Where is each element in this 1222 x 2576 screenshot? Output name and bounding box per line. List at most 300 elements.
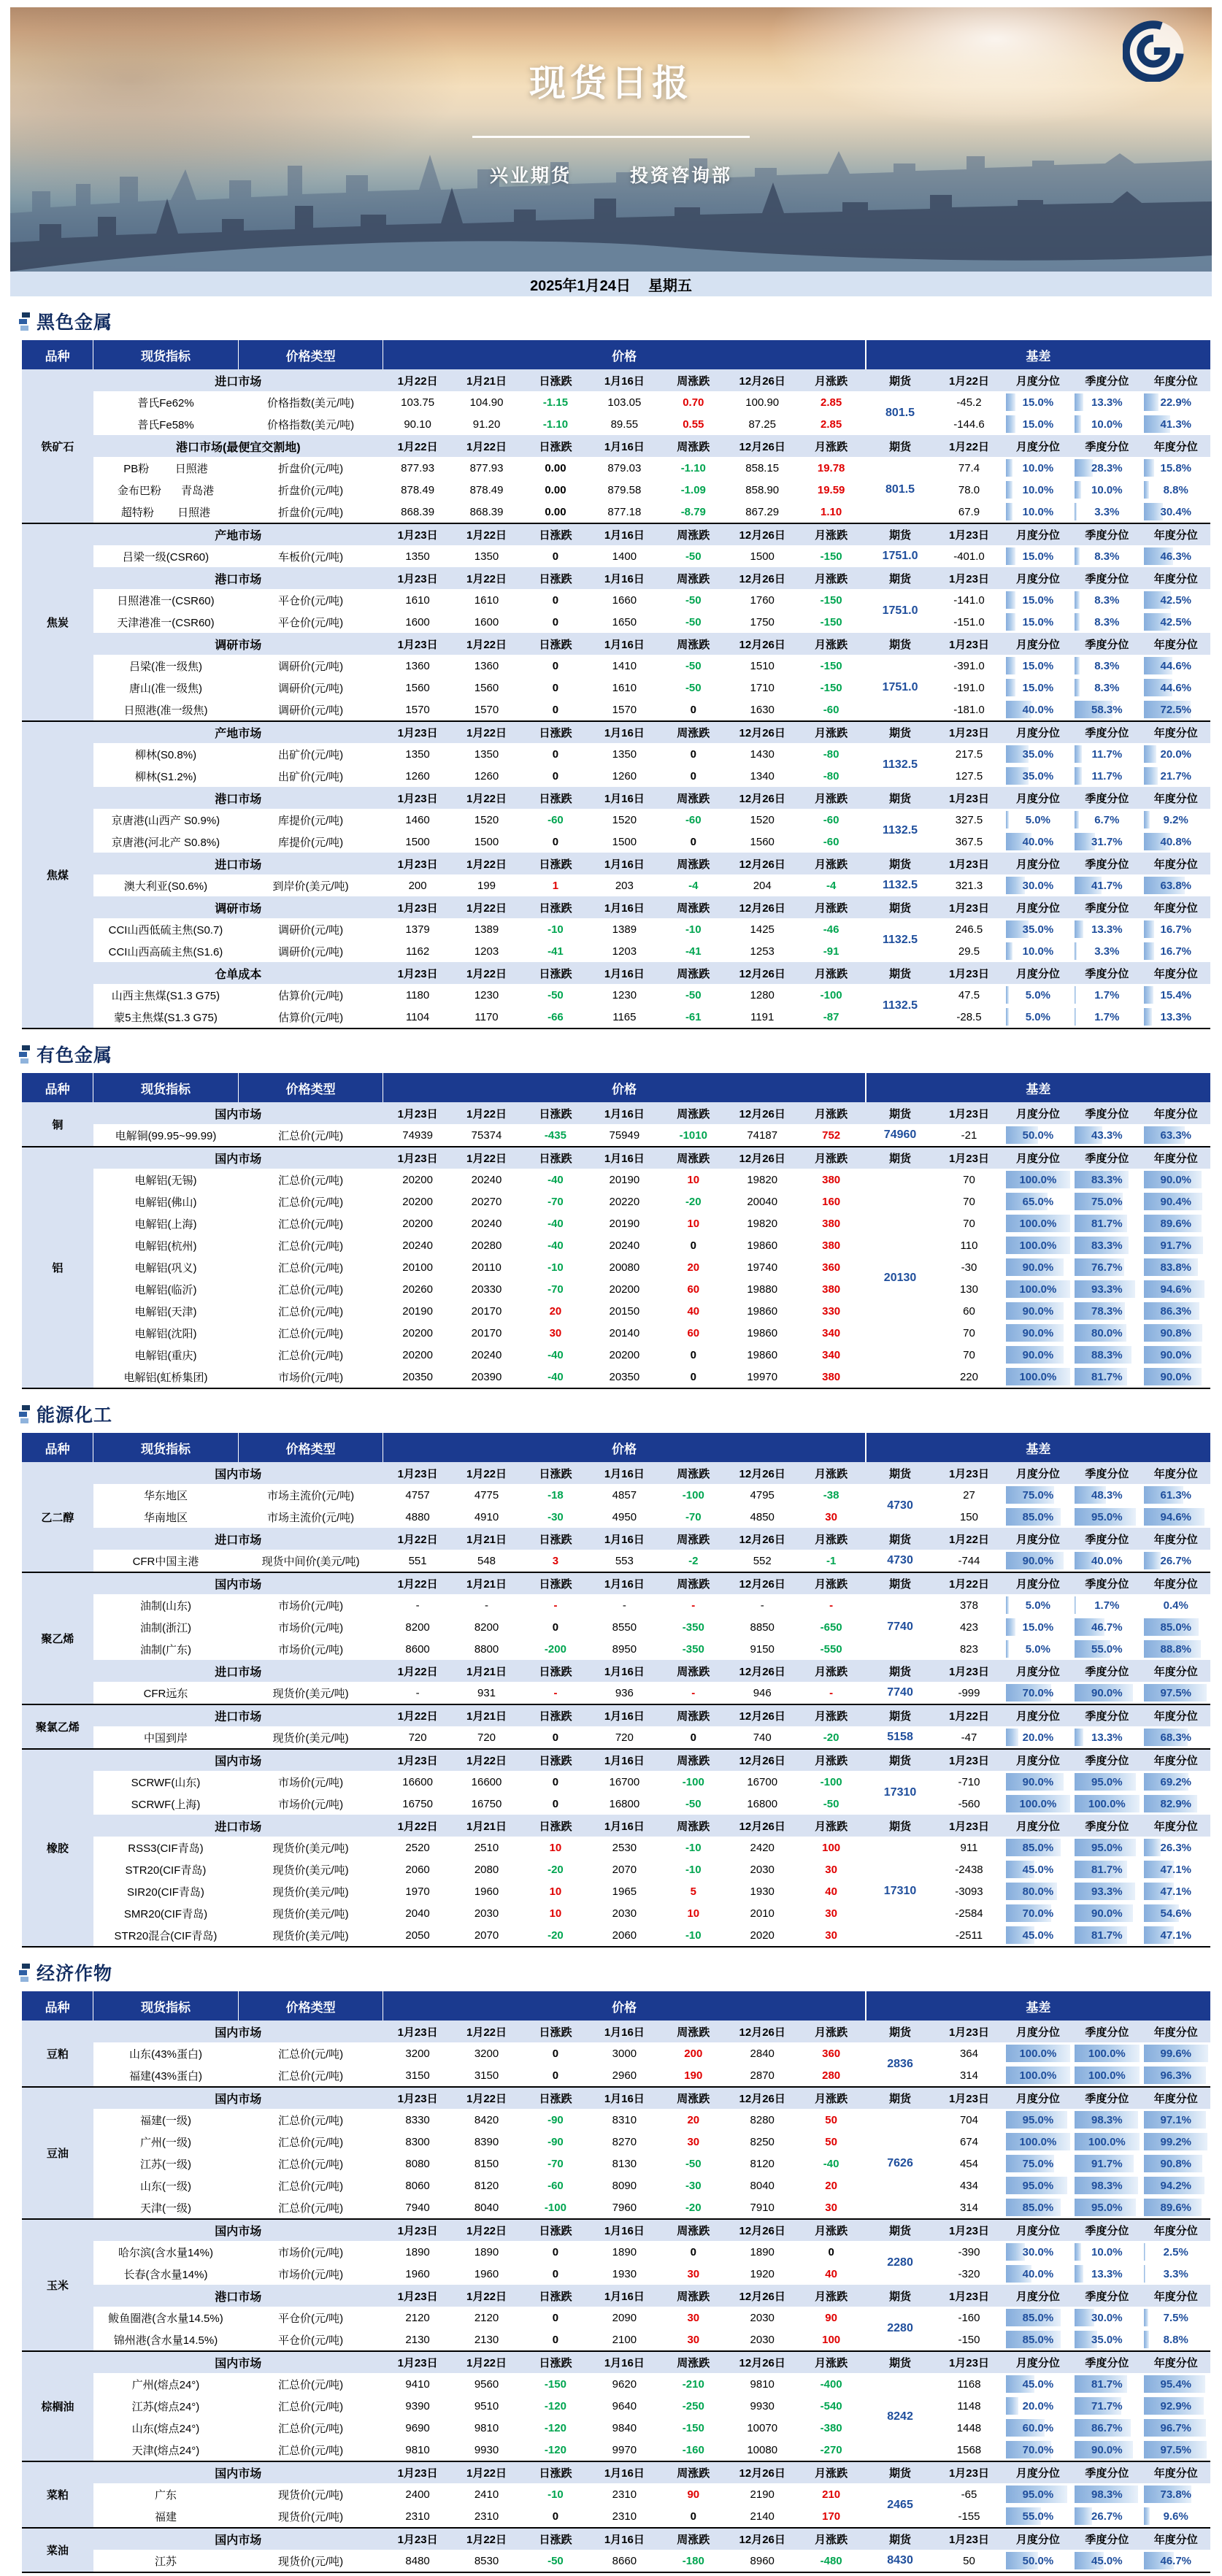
change-cell: 0 [521,765,590,787]
variety-cell: 菜粕 [22,2461,93,2528]
price-type-cell: 车板价(元/吨) [238,545,383,567]
price-type-cell: 汇总价(元/吨) [238,2109,383,2131]
subheader-label: 1月22日 [452,853,520,874]
percentile-cell [1142,1344,1210,1366]
percentile-value: 15.0% [1006,547,1070,565]
variety-group [22,2461,1210,2528]
subheader-label: 期货 [866,523,934,545]
price-cell: 3000 [590,2042,658,2064]
change-cell: 19.59 [796,479,865,501]
percentile-cell [1142,479,1210,501]
price-cell: 19970 [728,1366,796,1388]
price-cell: 90.10 [383,413,452,435]
percentile-value: 1.7% [1075,986,1139,1004]
percentile-cell [1004,1880,1072,1902]
percentile-value: 5.0% [1006,986,1070,1004]
percentile-cell [1072,1322,1141,1344]
variety-cell: 菜油 [22,2528,93,2572]
change-cell: 0 [659,1344,728,1366]
price-cell: 1890 [590,2241,658,2263]
percentile-cell [1142,2439,1210,2461]
change-cell: 50 [796,2109,865,2131]
change-cell: -41 [521,940,590,962]
price-cell: 9970 [590,2439,658,2461]
section [22,1401,1210,1948]
percentile-value: 30.0% [1006,2243,1070,2261]
basis-cell: 1568 [934,2439,1003,2461]
subheader-label: 12月26日 [728,2285,796,2307]
price-cell: 553 [590,1550,658,1572]
percentile-cell [1142,611,1210,633]
subheader-label: 年度分位 [1142,369,1210,391]
subheader-label: 月涨跌 [796,1660,865,1682]
subheader-label: 1月23日 [934,896,1003,918]
subheader-label: 年度分位 [1142,787,1210,809]
price-cell: 19880 [728,1278,796,1300]
table-row [22,831,1210,853]
indicator-cell: 天津(一级) [93,2196,239,2219]
price-cell: 8270 [590,2131,658,2153]
indicator-cell: 日照港准一(CSR60) [93,589,239,611]
subheader-label: 周涨跌 [659,2087,728,2109]
change-cell: -50 [659,2153,728,2175]
percentile-value: 30.4% [1144,503,1208,520]
price-cell: 2960 [590,2064,658,2087]
market-subheader: 国内市场 [93,2219,383,2241]
price-cell: 1710 [728,677,796,699]
percentile-value: 15.8% [1144,459,1208,477]
subheader-label: 周涨跌 [659,1660,728,1682]
subheader-label: 月度分位 [1004,633,1072,655]
price-type-cell: 汇总价(元/吨) [238,2175,383,2196]
price-cell: 20040 [728,1191,796,1212]
subheader-label: 1月22日 [452,1147,520,1169]
subheader-label: 1月16日 [590,2351,658,2373]
futures-cell: 1751.0 [866,545,934,567]
percentile-cell [1004,1616,1072,1638]
table-row [22,655,1210,677]
change-cell: - [796,1594,865,1616]
subheader-label: 1月23日 [383,2219,452,2241]
percentile-cell [1004,589,1072,611]
price-cell: 9640 [590,2395,658,2417]
table-row [22,1550,1210,1572]
change-cell: -180 [659,2550,728,2572]
variety-group [22,523,1210,721]
table-row [22,1191,1210,1212]
subheader-label: 周涨跌 [659,2351,728,2373]
subheader-label: 季度分位 [1072,633,1141,655]
percentile-cell [1004,2395,1072,2417]
price-cell: - [590,1594,658,1616]
percentile-cell [1072,1837,1141,1858]
price-cell: 20190 [590,1169,658,1191]
percentile-cell [1142,743,1210,765]
subheader-label: 12月26日 [728,2528,796,2550]
percentile-cell [1142,1771,1210,1793]
price-cell: 103.75 [383,391,452,413]
price-cell: 3200 [383,2042,452,2064]
subheader-label: 1月22日 [934,1704,1003,1726]
section [22,1041,1210,1389]
subheader-label: 季度分位 [1072,787,1141,809]
price-cell: 878.49 [452,479,520,501]
variety-group [22,721,1210,1029]
subheader-label: 周涨跌 [659,1749,728,1771]
change-cell: 380 [796,1212,865,1234]
subheader-label: 季度分位 [1072,962,1141,984]
price-cell: 868.39 [383,501,452,523]
market-subheader: 调研市场 [93,633,383,655]
percentile-value: 70.0% [1006,1684,1070,1702]
price-cell: 1340 [728,765,796,787]
percentile-cell [1072,1902,1141,1924]
percentile-cell [1142,1366,1210,1388]
subheader-label: 月涨跌 [796,2528,865,2550]
price-cell: 1660 [590,589,658,611]
market-subheader: 进口市场 [93,1660,383,1682]
change-cell: -40 [521,1169,590,1191]
percentile-value: 5.0% [1006,1008,1070,1026]
price-cell: 877.18 [590,501,658,523]
company-name: 兴业期货 [490,161,572,188]
subheader-row [22,2021,1210,2042]
subheader-label: 年度分位 [1142,1815,1210,1837]
subheader-label: 1月16日 [590,2219,658,2241]
price-type-cell: 库提价(元/吨) [238,831,383,853]
price-cell: 1350 [383,545,452,567]
change-cell: 360 [796,2042,865,2064]
subheader-label: 年度分位 [1142,1749,1210,1771]
price-type-cell: 现货价(元/吨) [238,2550,383,2572]
percentile-value: 90.0% [1006,1302,1070,1320]
price-type-cell: 市场价(元/吨) [238,1771,383,1793]
change-cell: 10 [659,1212,728,1234]
table-row [22,1234,1210,1256]
change-cell: 380 [796,1169,865,1191]
subheader-label: 1月16日 [590,369,658,391]
percentile-cell [1142,2373,1210,2395]
percentile-value: 10.0% [1006,481,1070,499]
variety-cell: 橡胶 [22,1749,93,1947]
table-row [22,2483,1210,2505]
price-cell: 9810 [728,2373,796,2395]
subheader-label: 12月26日 [728,2087,796,2109]
percentile-value: 7.5% [1144,2309,1208,2326]
basis-cell: 367.5 [934,831,1003,853]
percentile-cell [1072,1484,1141,1506]
percentile-cell [1072,655,1141,677]
subheader-label: 月度分位 [1004,2285,1072,2307]
change-cell: 0 [521,611,590,633]
variety-cell: 棕榈油 [22,2351,93,2461]
subheader-label: 季度分位 [1072,2087,1141,2109]
price-type-cell: 市场价(元/吨) [238,1366,383,1388]
subheader-label: 日涨跌 [521,1528,590,1550]
percentile-cell [1004,2417,1072,2439]
percentile-cell [1072,2417,1141,2439]
subheader-label: 日涨跌 [521,2351,590,2373]
subheader-label: 1月23日 [383,633,452,655]
basis-cell: 220 [934,1366,1003,1388]
market-subheader: 进口市场 [93,1528,383,1550]
price-cell: 4795 [728,1484,796,1506]
price-cell: 2060 [590,1924,658,1947]
subheader-label: 月涨跌 [796,896,865,918]
subheader-label: 期货 [866,1528,934,1550]
basis-cell: 314 [934,2064,1003,2087]
price-cell: 8330 [383,2109,452,2131]
subheader-label: 周涨跌 [659,1572,728,1594]
table-head [22,340,1210,369]
subheader-label: 日涨跌 [521,2087,590,2109]
percentile-value: 40.8% [1144,833,1208,850]
market-subheader: 国内市场 [93,2351,383,2373]
change-cell: -1.09 [659,479,728,501]
subheader-label: 1月16日 [590,896,658,918]
price-cell: 74939 [383,1124,452,1147]
change-cell: -20 [521,1858,590,1880]
table-row [22,1484,1210,1506]
price-cell: 1630 [728,699,796,721]
change-cell: 2.85 [796,413,865,435]
change-cell: - [659,1594,728,1616]
price-type-cell: 现货价(元/吨) [238,2505,383,2528]
basis-cell: -30 [934,1256,1003,1278]
percentile-value: 1.7% [1075,1008,1139,1026]
price-cell: 20170 [452,1300,520,1322]
change-cell: 360 [796,1256,865,1278]
price-cell: 1430 [728,743,796,765]
market-subheader: 国内市场 [93,2021,383,2042]
subheader-label: 期货 [866,567,934,589]
price-cell: 1920 [728,2263,796,2285]
price-type-cell: 调研价(元/吨) [238,918,383,940]
subheader-label: 1月16日 [590,1528,658,1550]
subheader-label: 1月23日 [934,721,1003,743]
indicator-cell: SCRWF(上海) [93,1793,239,1815]
price-cell: 1930 [728,1880,796,1902]
change-cell: 20 [659,1256,728,1278]
price-cell: 1960 [452,1880,520,1902]
percentile-value: 91.7% [1075,2155,1139,2172]
price-cell: 1260 [383,765,452,787]
indicator-cell: 电解铝(沈阳) [93,1322,239,1344]
percentile-cell [1142,2042,1210,2064]
subheader-label: 月涨跌 [796,567,865,589]
basis-cell: -191.0 [934,677,1003,699]
subheader-label: 1月22日 [934,1528,1003,1550]
change-cell: -210 [659,2373,728,2395]
subheader-label: 1月22日 [452,896,520,918]
subheader-label: 1月23日 [383,523,452,545]
price-cell: 2530 [590,1837,658,1858]
subheader-label: 月涨跌 [796,1528,865,1550]
futures-cell: 17310 [866,1771,934,1815]
price-type-cell: 汇总价(元/吨) [238,1212,383,1234]
basis-cell: -2438 [934,1858,1003,1880]
percentile-cell [1072,2064,1141,2087]
basis-cell: 70 [934,1322,1003,1344]
subheader-label: 季度分位 [1072,1528,1141,1550]
indicator-cell: CFR中国主港 [93,1550,239,1572]
change-cell: 0 [521,2307,590,2329]
change-cell: -150 [796,545,865,567]
basis-cell: -141.0 [934,589,1003,611]
section-title: 黑色金属 [36,308,112,334]
percentile-cell [1142,1837,1210,1858]
percentile-cell [1142,1726,1210,1749]
price-cell: 879.03 [590,457,658,479]
change-cell: 0 [521,743,590,765]
percentile-cell [1142,2196,1210,2219]
basis-cell: 364 [934,2042,1003,2064]
subheader-label: 周涨跌 [659,1528,728,1550]
report-title: 现货日报 [10,54,1212,107]
subheader-label: 年度分位 [1142,2219,1210,2241]
basis-cell: 1448 [934,2417,1003,2439]
price-cell: 20350 [590,1366,658,1388]
percentile-value: 16.7% [1144,920,1208,938]
percentile-cell [1004,1858,1072,1880]
subheader-row [22,523,1210,545]
percentile-value: 96.3% [1144,2066,1208,2084]
table-row [22,2395,1210,2417]
market-subheader: 国内市场 [93,2087,383,2109]
percentile-value: 95.0% [1006,2177,1070,2194]
price-cell: 1890 [452,2241,520,2263]
change-cell: -160 [659,2439,728,2461]
basis-cell: -181.0 [934,699,1003,721]
percentile-cell [1004,655,1072,677]
subheader-label: 1月23日 [383,2285,452,2307]
percentile-cell [1072,1169,1141,1191]
subheader-label: 月度分位 [1004,787,1072,809]
futures-cell: 8242 [866,2373,934,2461]
indicator-name: 金布巴粉 [118,482,161,498]
subheader-label: 1月16日 [590,1572,658,1594]
change-cell: 0 [521,655,590,677]
price-cell: 8040 [452,2196,520,2219]
subheader-label: 月涨跌 [796,853,865,874]
percentile-cell [1004,1278,1072,1300]
price-type-cell: 市场价(元/吨) [238,1638,383,1660]
percentile-value: 98.3% [1075,2111,1139,2129]
price-cell: 2870 [728,2064,796,2087]
table-row [22,2131,1210,2153]
change-cell: 10 [659,1902,728,1924]
price-cell: 16750 [383,1793,452,1815]
subheader-label: 12月26日 [728,1815,796,1837]
price-type-cell: 汇总价(元/吨) [238,2196,383,2219]
futures-cell: 8430 [866,2550,934,2572]
indicator-cell: 江苏(一级) [93,2153,239,2175]
percentile-cell [1142,1278,1210,1300]
change-cell: -550 [796,1638,865,1660]
percentile-cell [1004,1793,1072,1815]
variety-cell: 聚氯乙烯 [22,1704,93,1749]
subheader-label: 月度分位 [1004,2528,1072,2550]
percentile-value: 95.4% [1144,2375,1208,2393]
column-header-price-group: 价格 [383,1073,866,1102]
percentile-value: 85.0% [1006,2331,1070,2348]
header-row [22,1991,1210,2021]
percentile-cell [1072,1191,1141,1212]
subheader-label: 月度分位 [1004,567,1072,589]
price-cell: 1170 [452,1006,520,1029]
percentile-cell [1004,940,1072,962]
variety-cell: 豆粕 [22,2021,93,2087]
section-bullet-icon [19,312,30,331]
percentile-cell [1142,940,1210,962]
percentile-cell [1142,2395,1210,2417]
price-cell: 8950 [590,1638,658,1660]
table-row [22,2417,1210,2439]
subheader-label: 1月16日 [590,1147,658,1169]
subheader-row [22,1572,1210,1594]
market-subheader: 国内市场 [93,1462,383,1484]
percentile-value: 75.0% [1006,2155,1070,2172]
basis-cell: -45.2 [934,391,1003,413]
change-cell: 170 [796,2505,865,2528]
change-cell: 0 [659,1366,728,1388]
change-cell: 10 [521,1902,590,1924]
percentile-cell [1072,501,1141,523]
price-cell: 2510 [452,1837,520,1858]
price-cell: 1230 [452,984,520,1006]
percentile-value: 30.0% [1075,2309,1139,2326]
futures-cell: 4730 [866,1550,934,1572]
percentile-value: 90.0% [1006,1346,1070,1364]
percentile-cell [1004,413,1072,435]
subheader-row [22,2285,1210,2307]
change-cell: 30 [796,1858,865,1880]
indicator-location: 日照港 [177,504,210,520]
percentile-value: 15.0% [1006,591,1070,609]
change-cell: -150 [796,655,865,677]
variety-group [22,1749,1210,1947]
price-type-cell: 汇总价(元/吨) [238,1124,383,1147]
percentile-value: 10.0% [1075,481,1139,499]
percentile-cell [1142,1858,1210,1880]
percentile-cell [1072,2131,1141,2153]
subheader-label: 日涨跌 [521,1660,590,1682]
percentile-value: 45.0% [1006,2375,1070,2393]
percentile-value: 58.3% [1075,701,1139,718]
subheader-label: 季度分位 [1072,369,1141,391]
table-row [22,2439,1210,2461]
percentile-value: 80.0% [1075,1324,1139,1342]
price-type-cell: 市场价(元/吨) [238,1616,383,1638]
subheader-label: 月度分位 [1004,853,1072,874]
price-cell: 2030 [590,1902,658,1924]
percentile-value: 40.0% [1006,701,1070,718]
subheader-label: 年度分位 [1142,2087,1210,2109]
percentile-value: 86.7% [1075,2419,1139,2437]
change-cell: -66 [521,1006,590,1029]
table-row [22,1124,1210,1147]
market-subheader: 进口市场 [93,1704,383,1726]
price-cell: 4857 [590,1484,658,1506]
change-cell: -40 [521,1234,590,1256]
price-cell: 19740 [728,1256,796,1278]
subheader-label: 1月23日 [934,962,1003,984]
futures-cell: 7740 [866,1682,934,1704]
subheader-label: 1月16日 [590,853,658,874]
price-cell: 20350 [383,1366,452,1388]
change-cell: 30 [659,2307,728,2329]
subheader-label: 期货 [866,1704,934,1726]
